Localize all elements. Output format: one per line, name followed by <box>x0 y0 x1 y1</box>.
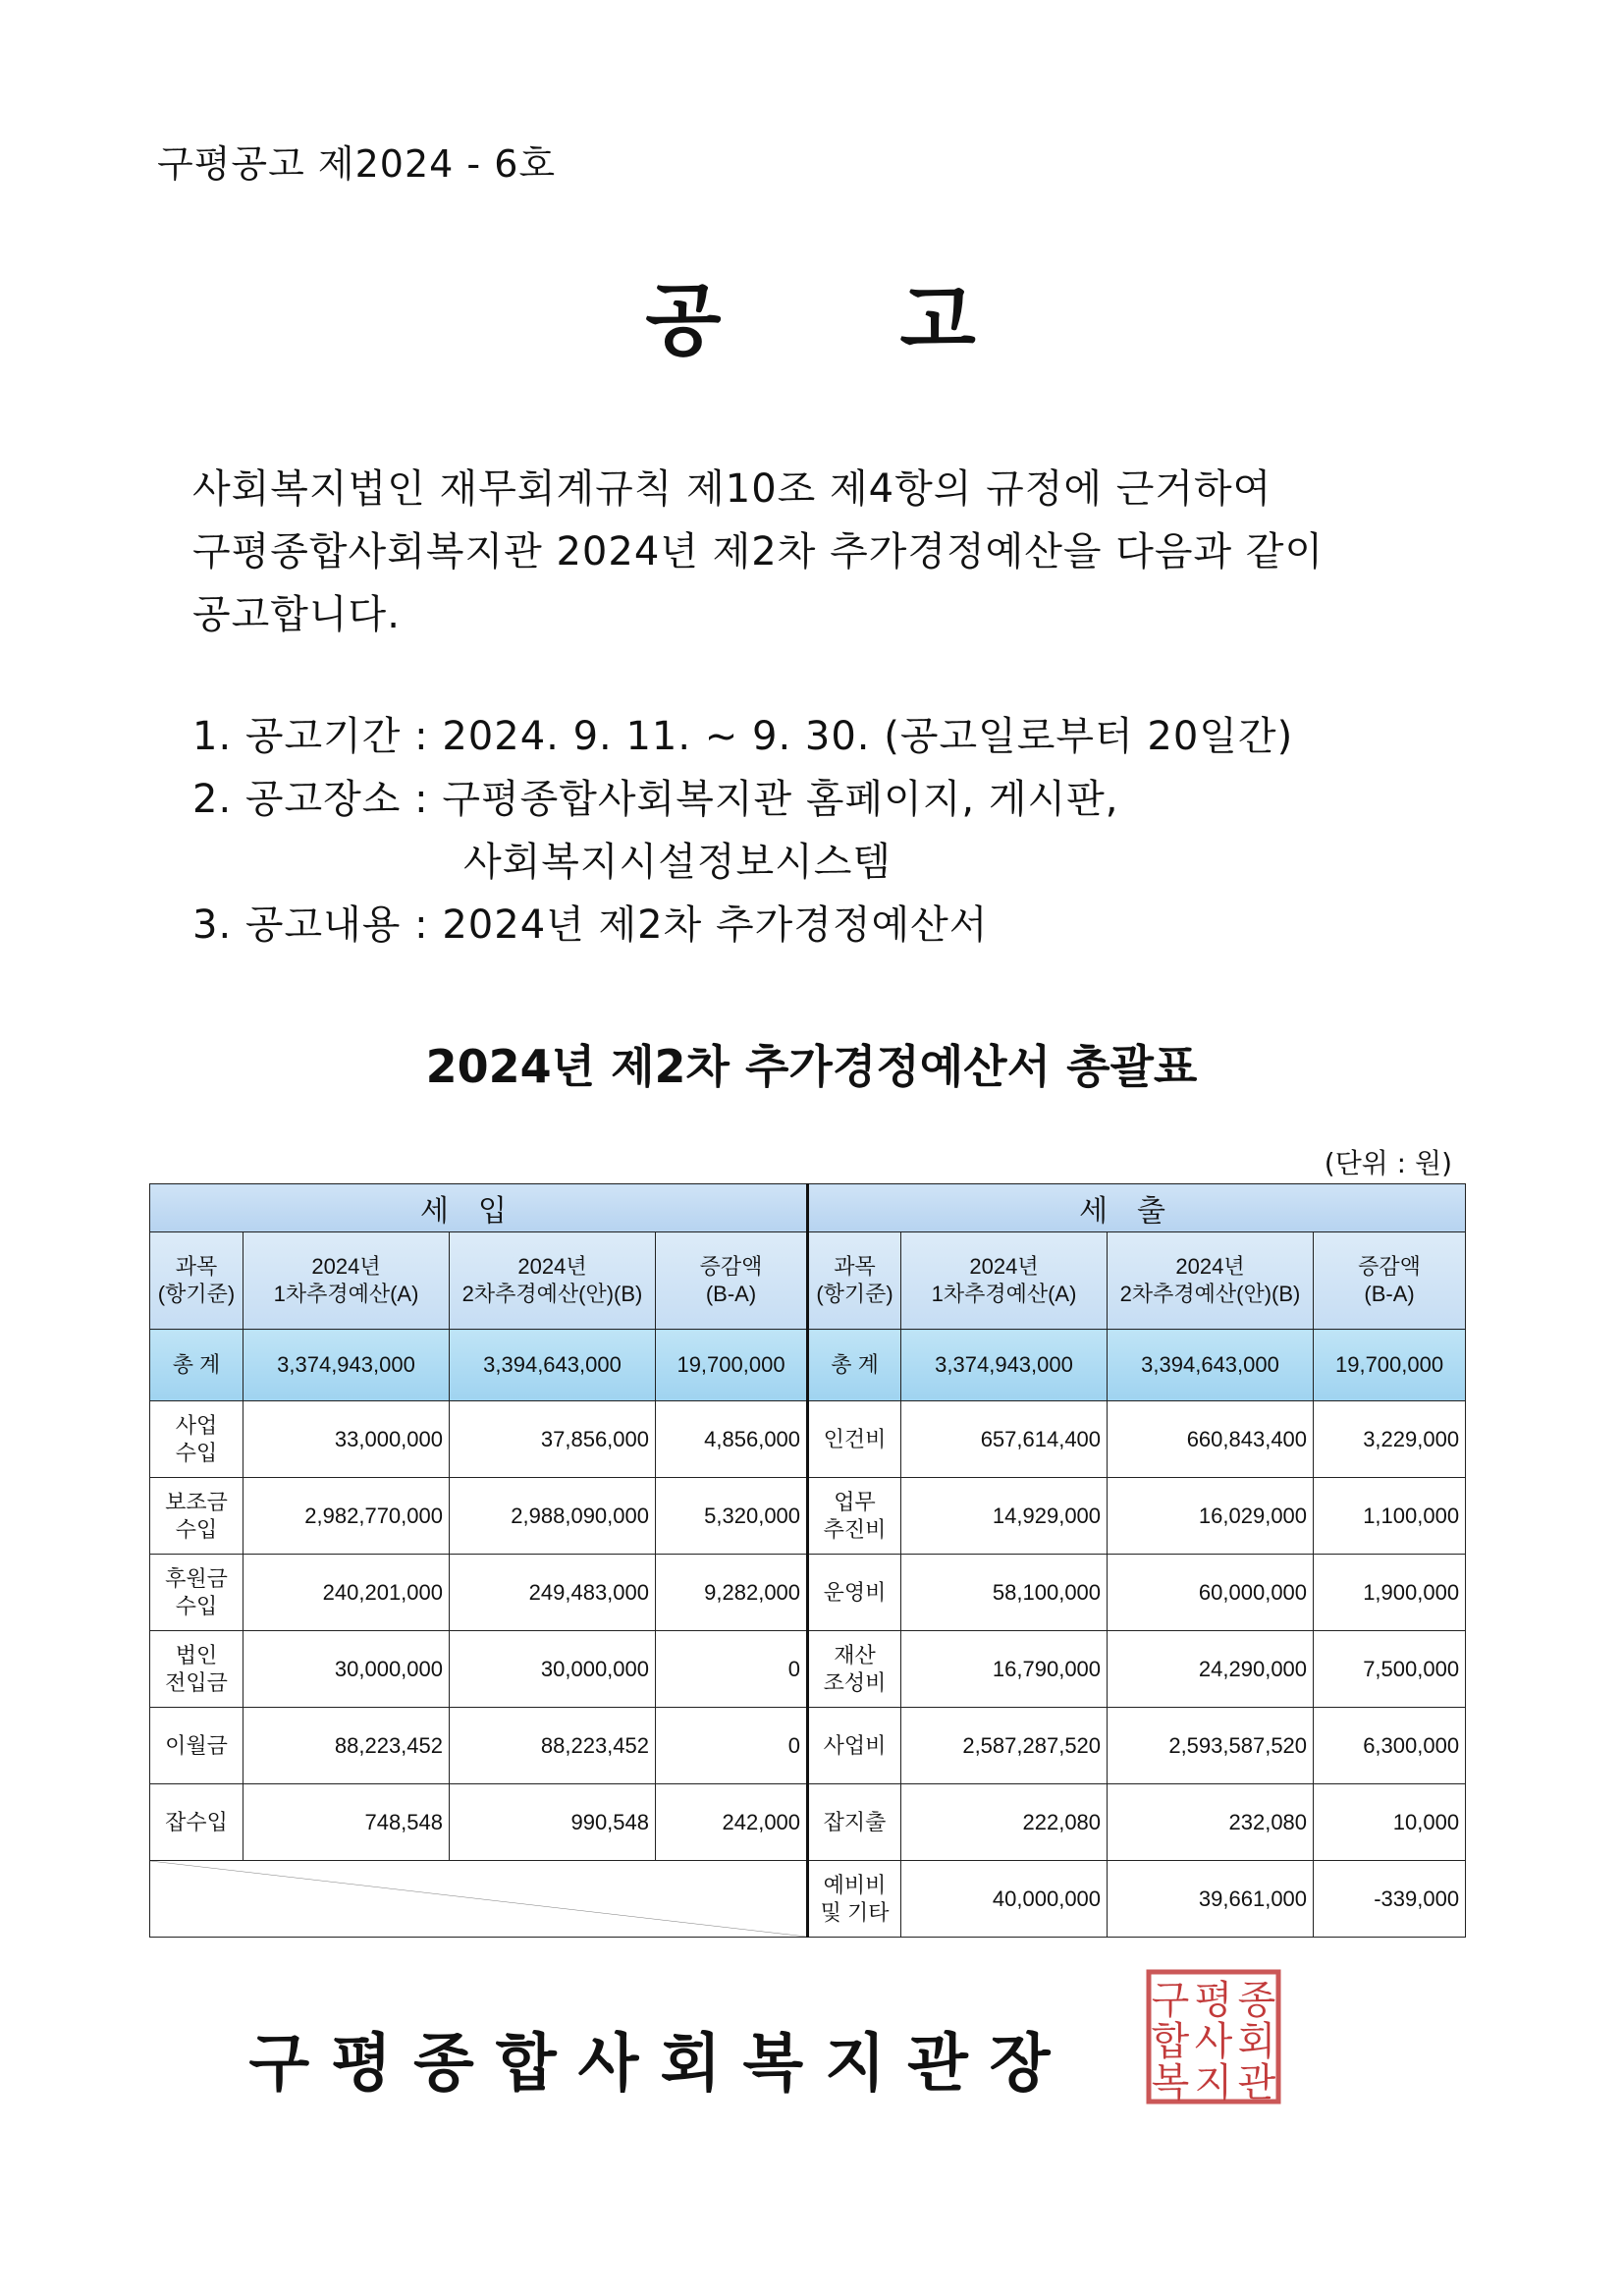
item-name-line2: 전입금 <box>165 1669 228 1695</box>
expense-item-name <box>808 1861 901 1938</box>
revenue-value-b: 37,856,000 <box>450 1401 656 1478</box>
total-expense-a: 3,374,943,000 <box>901 1330 1108 1401</box>
revenue-item-name <box>150 1401 243 1478</box>
official-seal <box>1145 1968 1282 2105</box>
total-expense-b: 3,394,643,000 <box>1108 1330 1314 1401</box>
revenue-value-b: 30,000,000 <box>450 1631 656 1708</box>
item-name-line1: 예비비 <box>823 1872 887 1897</box>
table-title: 2024년 제2차 추가경정예산서 총괄표 <box>425 1040 1198 1093</box>
table-row <box>150 1708 1466 1784</box>
item-name-line2: 수입 <box>175 1593 218 1618</box>
revenue-item-name <box>150 1631 243 1708</box>
table-row <box>150 1401 1466 1478</box>
seal-character: 구 <box>1151 1978 1190 2023</box>
page-title <box>0 257 1623 370</box>
item-name-line1: 사업 <box>175 1412 218 1438</box>
seal-character: 관 <box>1237 2060 1276 2105</box>
table-row <box>150 1555 1466 1631</box>
item-name-line1: 보조금 <box>165 1489 228 1514</box>
revenue-item-name <box>150 1555 243 1631</box>
seal-character: 회 <box>1237 2019 1276 2064</box>
total-expense-diff: 19,700,000 <box>1314 1330 1466 1401</box>
col-header-b: 2024년 2차추경예산(안)(B) <box>450 1232 656 1330</box>
total-revenue-b: 3,394,643,000 <box>450 1330 656 1401</box>
expense-value-b: 2,593,587,520 <box>1108 1708 1314 1784</box>
expense-value-diff: 10,000 <box>1314 1784 1466 1861</box>
revenue-value-a: 2,982,770,000 <box>243 1478 450 1555</box>
expense-item-name <box>808 1478 901 1555</box>
revenue-item-name <box>150 1478 243 1555</box>
revenue-value-diff: 0 <box>656 1708 808 1784</box>
col-header-a: 2024년 1차추경예산(A) <box>901 1232 1108 1330</box>
notice-item-value: 2024년 제2차 추가경정예산서 <box>442 902 989 948</box>
notice-item-period <box>192 705 1293 761</box>
revenue-value-diff: 9,282,000 <box>656 1555 808 1631</box>
unit-label: (단위 : 원) <box>1324 1147 1452 1179</box>
seal-character: 평 <box>1194 1978 1233 2023</box>
col-header-diff: 증감액 (B-A) <box>656 1232 808 1330</box>
total-label: 총 계 <box>150 1330 243 1401</box>
item-name-line1: 재산 <box>834 1642 876 1667</box>
notice-item-label: 3. 공고내용 : <box>192 902 429 948</box>
revenue-value-a: 33,000,000 <box>243 1401 450 1478</box>
col-header-b: 2024년 2차추경예산(안)(B) <box>1108 1232 1314 1330</box>
item-name-line1: 업무 <box>834 1489 876 1514</box>
expense-value-a: 16,790,000 <box>901 1631 1108 1708</box>
expense-value-diff: -339,000 <box>1314 1861 1466 1938</box>
revenue-value-diff: 0 <box>656 1631 808 1708</box>
col-header-item: 과목 (항기준) <box>808 1232 901 1330</box>
revenue-value-b: 249,483,000 <box>450 1555 656 1631</box>
expense-value-a: 14,929,000 <box>901 1478 1108 1555</box>
col-header-diff: 증감액 (B-A) <box>1314 1232 1466 1330</box>
intro-line-3: 공고합니다. <box>192 592 401 637</box>
revenue-value-a: 30,000,000 <box>243 1631 450 1708</box>
item-name-line2: 추진비 <box>823 1516 887 1542</box>
expense-value-a: 657,614,400 <box>901 1401 1108 1478</box>
expense-value-b: 16,029,000 <box>1108 1478 1314 1555</box>
notice-item-label: 1. 공고기간 : <box>192 714 429 759</box>
item-name-line1: 이월금 <box>165 1732 228 1758</box>
notice-item-label: 2. 공고장소 : <box>192 777 429 822</box>
notice-item-value: 사회복지시설정보시스템 <box>463 840 893 885</box>
total-revenue-a: 3,374,943,000 <box>243 1330 450 1401</box>
expense-value-a: 2,587,287,520 <box>901 1708 1108 1784</box>
expense-value-a: 40,000,000 <box>901 1861 1108 1938</box>
expense-value-diff: 1,100,000 <box>1314 1478 1466 1555</box>
item-name-line1: 법인 <box>175 1642 218 1667</box>
expense-value-b: 39,661,000 <box>1108 1861 1314 1938</box>
page-title-right: 고 <box>899 275 978 366</box>
revenue-value-b: 88,223,452 <box>450 1708 656 1784</box>
expense-value-a: 222,080 <box>901 1784 1108 1861</box>
item-name-line1: 잡지출 <box>823 1809 887 1834</box>
page-title-left: 공 <box>645 275 724 366</box>
expense-item-name <box>808 1784 901 1861</box>
intro-line-1: 사회복지법인 재무회계규칙 제10조 제4항의 규정에 근거하여 <box>192 466 1272 512</box>
total-revenue-diff: 19,700,000 <box>656 1330 808 1401</box>
item-name-line2: 조성비 <box>823 1669 887 1695</box>
expense-item-name <box>808 1555 901 1631</box>
item-name-line1: 인건비 <box>823 1426 887 1451</box>
total-label: 총 계 <box>808 1330 901 1401</box>
col-header-a: 2024년 1차추경예산(A) <box>243 1232 450 1330</box>
notice-number: 구평공고 제2024 - 6호 <box>157 142 557 186</box>
revenue-item-name <box>150 1784 243 1861</box>
expense-item-name <box>808 1708 901 1784</box>
signer-name: 구평종합사회복지관장 <box>248 2028 1072 2101</box>
expense-section-header: 세출 <box>808 1184 1466 1232</box>
expense-item-name <box>808 1631 901 1708</box>
budget-summary-table <box>149 1183 1466 1938</box>
item-name-line1: 후원금 <box>165 1565 228 1591</box>
seal-character: 지 <box>1194 2060 1233 2105</box>
notice-item-content <box>192 894 988 950</box>
empty-diagonal-cell <box>150 1861 808 1938</box>
seal-character: 복 <box>1151 2060 1190 2105</box>
item-name-line1: 사업비 <box>823 1732 887 1758</box>
expense-value-diff: 7,500,000 <box>1314 1631 1466 1708</box>
total-row <box>150 1330 1466 1401</box>
notice-item-value: 2024. 9. 11. ~ 9. 30. (공고일로부터 20일간) <box>442 714 1294 759</box>
expense-value-b: 232,080 <box>1108 1784 1314 1861</box>
revenue-item-name <box>150 1708 243 1784</box>
seal-character: 합 <box>1151 2019 1190 2064</box>
revenue-value-a: 240,201,000 <box>243 1555 450 1631</box>
revenue-value-a: 748,548 <box>243 1784 450 1861</box>
revenue-value-a: 88,223,452 <box>243 1708 450 1784</box>
notice-item-place-cont <box>463 831 892 887</box>
notice-item-value: 구평종합사회복지관 홈페이지, 게시판, <box>442 777 1119 822</box>
expense-value-diff: 3,229,000 <box>1314 1401 1466 1478</box>
expense-value-diff: 6,300,000 <box>1314 1708 1466 1784</box>
item-name-line1: 운영비 <box>823 1579 887 1605</box>
expense-item-name <box>808 1401 901 1478</box>
expense-value-diff: 1,900,000 <box>1314 1555 1466 1631</box>
revenue-value-diff: 5,320,000 <box>656 1478 808 1555</box>
table-row <box>150 1631 1466 1708</box>
seal-character: 종 <box>1237 1978 1276 2023</box>
revenue-value-diff: 242,000 <box>656 1784 808 1861</box>
seal-character: 사 <box>1194 2019 1233 2064</box>
intro-line-2: 구평종합사회복지관 2024년 제2차 추가경정예산을 다음과 같이 <box>192 529 1325 574</box>
revenue-value-b: 990,548 <box>450 1784 656 1861</box>
item-name-line2: 및 기타 <box>820 1899 890 1925</box>
expense-value-a: 58,100,000 <box>901 1555 1108 1631</box>
expense-value-b: 660,843,400 <box>1108 1401 1314 1478</box>
revenue-value-b: 2,988,090,000 <box>450 1478 656 1555</box>
table-row <box>150 1478 1466 1555</box>
revenue-value-diff: 4,856,000 <box>656 1401 808 1478</box>
col-header-item: 과목 (항기준) <box>150 1232 243 1330</box>
expense-value-b: 60,000,000 <box>1108 1555 1314 1631</box>
table-row <box>150 1861 1466 1938</box>
notice-item-place <box>192 768 1118 824</box>
expense-value-b: 24,290,000 <box>1108 1631 1314 1708</box>
table-row <box>150 1784 1466 1861</box>
revenue-section-header: 세입 <box>150 1184 808 1232</box>
item-name-line2: 수입 <box>175 1516 218 1542</box>
item-name-line1: 잡수입 <box>165 1809 228 1834</box>
item-name-line2: 수입 <box>175 1440 218 1465</box>
